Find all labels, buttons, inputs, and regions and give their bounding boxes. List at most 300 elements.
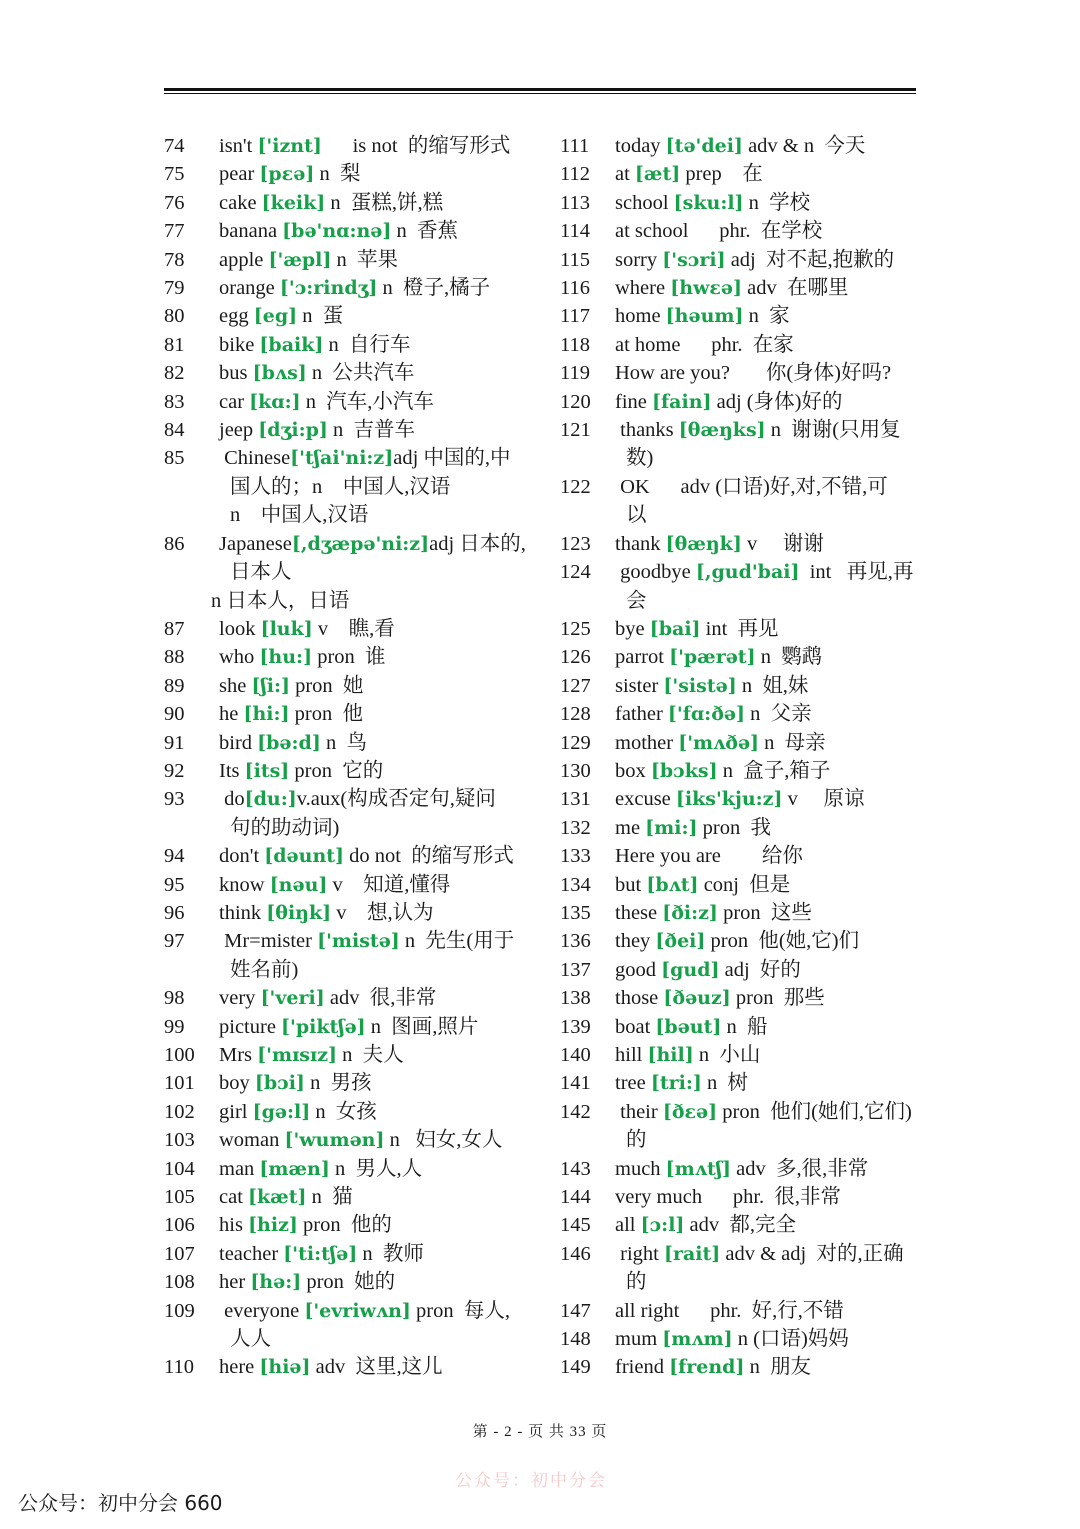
entry-definition: n 父亲: [744, 703, 812, 726]
entry-text: [219, 984, 524, 1012]
entry-phonetic: ['mɪsɪz]: [257, 1044, 337, 1066]
entry-phonetic: [frend]: [669, 1356, 745, 1379]
entry-number: 144: [560, 1186, 591, 1209]
entry-number: 116: [560, 277, 590, 300]
entry-continuation: 日本人: [230, 561, 292, 584]
entry-word: she: [219, 674, 252, 697]
entry-phonetic: [pɛə]: [259, 163, 315, 186]
vocab-entry: [560, 1325, 920, 1353]
vocab-entry: [560, 700, 920, 728]
watermark: 公众号：初中分会: [455, 1471, 607, 1491]
entry-phonetic: [ði:z]: [662, 901, 718, 924]
entry-phonetic: [dʒi:p]: [258, 419, 328, 442]
entry-word: much: [615, 1157, 666, 1180]
vocab-entry: [164, 729, 524, 757]
entry-text: [615, 1211, 920, 1239]
entry-definition: n 蛋糕,饼,糕: [325, 191, 444, 214]
entry-definition: int 再见: [700, 617, 779, 640]
source-label: 公众号：初中分会 660: [18, 1491, 223, 1515]
entry-word: thanks: [615, 419, 679, 442]
entry-number: 110: [164, 1356, 194, 1379]
entry-number: 118: [560, 333, 590, 356]
entry-word: goodbye: [615, 561, 696, 584]
entry-number: 124: [560, 561, 591, 584]
entry-text: [615, 1297, 920, 1325]
entry-text: [219, 246, 524, 274]
entry-word: friend: [615, 1356, 670, 1379]
entry-definition: pron 她: [289, 674, 364, 697]
entry-definition: adj (身体)好的: [711, 390, 843, 413]
entry-number: 107: [164, 1242, 195, 1265]
vocab-entry: [164, 1240, 524, 1268]
entry-text: [219, 871, 524, 899]
entry-phonetic: [keik]: [261, 191, 326, 214]
entry-number: 103: [164, 1129, 195, 1152]
entry-number: 109: [164, 1299, 195, 1322]
entry-word: at: [615, 163, 635, 186]
entry-text: [219, 359, 524, 387]
entry-definition: n 先生(用于: [399, 930, 515, 953]
entry-text: [219, 331, 524, 359]
entry-phonetic: ['mʌðə]: [678, 731, 760, 754]
entry-word: they: [615, 930, 656, 953]
entry-number: 115: [560, 248, 590, 271]
entry-phonetic: ['ɔ:rindʒ]: [279, 277, 378, 300]
entry-phonetic: [bɔks]: [650, 759, 718, 782]
entry-text: [219, 302, 524, 330]
vocab-entry: [164, 899, 524, 927]
entry-word: sister: [615, 674, 664, 697]
entry-text: [615, 785, 920, 813]
entry-continuation: 以: [626, 504, 647, 527]
entry-number: 113: [560, 191, 590, 214]
entry-definition: n 梨: [314, 163, 361, 186]
entry-word: where: [615, 277, 671, 300]
entry-word: hill: [615, 1044, 648, 1066]
entry-word: he: [219, 703, 244, 726]
entry-word: all: [615, 1214, 641, 1237]
entry-definition: pron 我: [697, 816, 771, 839]
entry-word: right: [615, 1242, 664, 1265]
entry-text: [615, 359, 920, 387]
entry-number: 126: [560, 646, 591, 669]
entry-text: [615, 672, 920, 700]
vocab-entry: [560, 1069, 920, 1097]
entry-text: [219, 1183, 524, 1211]
entry-number: 108: [164, 1271, 195, 1294]
entry-word: bye: [615, 617, 650, 640]
entry-number: 92: [164, 759, 185, 782]
entry-number: 79: [164, 277, 185, 300]
entry-text: [219, 1268, 524, 1296]
entry-number: 88: [164, 646, 185, 669]
entry-phonetic: ['fɑ:ðə]: [667, 703, 745, 726]
entry-text: [219, 1069, 524, 1097]
entry-phonetic: [bai]: [649, 617, 701, 640]
entry-definition: adj 日本的,: [429, 532, 526, 555]
entry-text: [219, 643, 524, 671]
entry-text: [219, 132, 524, 160]
entry-text: [219, 899, 524, 927]
vocab-column-left: [164, 132, 524, 1382]
entry-phonetic: [æt]: [634, 163, 681, 186]
entry-number: 119: [560, 362, 590, 385]
entry-number: 140: [560, 1044, 591, 1066]
entry-number: 95: [164, 873, 185, 896]
entry-word: but: [615, 873, 647, 896]
entry-word: do: [219, 788, 245, 811]
entry-number: 81: [164, 333, 185, 356]
entry-word: isn't: [219, 135, 258, 157]
entry-phonetic: [sku:l]: [673, 191, 744, 214]
entry-definition: adj 中国的,中: [393, 447, 511, 470]
entry-text: [219, 388, 524, 416]
entry-text: [615, 1098, 920, 1126]
entry-word: boy: [219, 1072, 255, 1095]
entry-text: [219, 1211, 524, 1239]
entry-definition: n 香蕉: [391, 220, 458, 243]
entry-definition: pron 这些: [717, 901, 812, 924]
entry-phonetic: [θæŋk]: [665, 532, 742, 555]
entry-text: [219, 444, 524, 472]
entry-definition: pron 她的: [301, 1271, 396, 1294]
entry-text: [615, 302, 920, 330]
entry-word: here: [219, 1356, 260, 1379]
entry-definition: pron 谁: [312, 646, 386, 669]
entry-number: 141: [560, 1072, 591, 1095]
entry-definition: phr. 在家: [680, 333, 794, 356]
entry-text: [615, 984, 920, 1012]
entry-phonetic: [θiŋk]: [266, 901, 332, 924]
entry-continuation: 会: [626, 589, 647, 612]
entry-word: his: [219, 1214, 249, 1237]
vocab-entry: [560, 899, 920, 927]
vocab-entry: [164, 785, 524, 842]
entry-number: 80: [164, 305, 185, 328]
entry-continuation: 句的助动词): [230, 816, 340, 839]
vocab-entry: [164, 359, 524, 387]
vocab-entry: [164, 1041, 524, 1069]
entry-text: [219, 160, 524, 188]
vocab-entry: [560, 672, 920, 700]
entry-text: [219, 1098, 524, 1126]
vocab-entry: [164, 1013, 524, 1041]
entry-number: 78: [164, 248, 185, 271]
entry-number: 121: [560, 419, 591, 442]
entry-phonetic: [tə'dei]: [665, 135, 743, 157]
entry-phonetic: [mʌm]: [662, 1328, 733, 1351]
entry-word: Japanese: [219, 532, 292, 555]
entry-word: Mrs: [219, 1044, 258, 1066]
vocab-entry: [164, 700, 524, 728]
entry-definition: n 船: [721, 1015, 768, 1038]
entry-text: [219, 1041, 524, 1069]
entry-word: me: [615, 816, 646, 839]
entry-number: 87: [164, 617, 185, 640]
entry-word: OK: [615, 475, 650, 498]
entry-text: [615, 814, 920, 842]
vocab-entry: [164, 331, 524, 359]
entry-phonetic: ['veri]: [260, 987, 325, 1010]
entry-word: fine: [615, 390, 652, 413]
entry-definition: adv (口语)好,对,不错,可: [649, 475, 888, 498]
entry-number: 94: [164, 845, 185, 868]
entry-number: 148: [560, 1328, 591, 1351]
entry-word: don't: [219, 845, 265, 868]
entry-number: 149: [560, 1356, 591, 1379]
entry-definition: n 蛋: [297, 305, 344, 328]
entry-phonetic: [hə:]: [250, 1271, 302, 1294]
vocab-entry: [560, 729, 920, 757]
entry-definition: adv 很,非常: [324, 987, 437, 1010]
entry-word: everyone: [219, 1299, 305, 1322]
entry-phonetic: [gud]: [661, 958, 720, 981]
vocab-entry: [164, 1183, 524, 1211]
entry-text: [615, 1155, 920, 1183]
vocab-entry: [164, 1069, 524, 1097]
entry-word: woman: [219, 1129, 285, 1152]
entry-phonetic: [ɔ:l]: [640, 1214, 685, 1237]
vocab-entry: [164, 217, 524, 245]
entry-phonetic: ['evriwʌn]: [304, 1299, 411, 1322]
vocab-entry: [164, 672, 524, 700]
vocab-entry: [164, 444, 524, 529]
entry-text: [219, 1013, 524, 1041]
vocab-entry: [164, 388, 524, 416]
entry-definition: v 瞧,看: [312, 617, 395, 640]
entry-text: [219, 700, 524, 728]
vocab-entry-extra: [164, 587, 524, 615]
entry-phonetic: [hwɛə]: [670, 277, 743, 300]
entry-text: [219, 842, 524, 870]
entry-definition: adv 这里,这儿: [310, 1356, 443, 1379]
entry-word: teacher: [219, 1242, 284, 1265]
vocab-entry: [560, 757, 920, 785]
entry-definition: n 吉普车: [327, 419, 415, 442]
entry-phonetic: ['piktʃə]: [281, 1015, 366, 1038]
vocab-entry: [164, 274, 524, 302]
entry-number: 105: [164, 1186, 195, 1209]
vocab-entry: [560, 615, 920, 643]
vocab-entry: [560, 1013, 920, 1041]
entry-word: these: [615, 901, 663, 924]
entry-phonetic: ['sɔri]: [662, 248, 726, 271]
entry-definition: n 鹦鹉: [755, 646, 823, 669]
entry-number: 74: [164, 135, 185, 157]
vocab-entry: [560, 1041, 920, 1069]
vocab-entry: [560, 302, 920, 330]
entry-text: [219, 785, 524, 813]
vocab-entry: [164, 160, 524, 188]
entry-text: [615, 1353, 920, 1381]
entry-phonetic: [hu:]: [259, 646, 313, 669]
entry-continuation: 的: [626, 1271, 647, 1294]
entry-text: [615, 1069, 920, 1097]
entry-word: bird: [219, 731, 258, 754]
entry-word: sorry: [615, 248, 663, 271]
entry-definition: pron 那些: [730, 987, 825, 1010]
vocab-entry: [560, 1297, 920, 1325]
entry-word: home: [615, 305, 666, 328]
entry-word: excuse: [615, 788, 676, 811]
entry-word: How are you?: [615, 362, 730, 385]
entry-phonetic: [bʌt]: [646, 873, 699, 896]
entry-phonetic: ['æpl]: [268, 248, 332, 271]
entry-word: at school: [615, 220, 689, 243]
entry-definition: pron 他(她,它)们: [705, 930, 860, 953]
vocab-entry: [560, 388, 920, 416]
entry-number: 122: [560, 475, 591, 498]
entry-number: 128: [560, 703, 591, 726]
entry-definition: n 树: [701, 1072, 748, 1095]
vocab-entry: [560, 160, 920, 188]
entry-text: [615, 842, 920, 870]
vocab-entry: [560, 274, 920, 302]
vocab-entry: [164, 1126, 524, 1154]
vocab-entry: [164, 302, 524, 330]
entry-text: [219, 1240, 524, 1268]
entry-number: 99: [164, 1015, 185, 1038]
entry-text: [615, 473, 920, 501]
entry-text: [615, 189, 920, 217]
entry-word: Mr=mister: [219, 930, 318, 953]
entry-number: 76: [164, 191, 185, 214]
entry-text: [219, 757, 524, 785]
entry-text: [615, 700, 920, 728]
entry-word: her: [219, 1271, 251, 1294]
entry-number: 100: [164, 1044, 195, 1066]
entry-definition: int 再见,再: [799, 561, 914, 584]
entry-phonetic: [ðəuz]: [663, 987, 731, 1010]
entry-text: [615, 274, 920, 302]
entry-phonetic: [ðɛə]: [662, 1100, 718, 1123]
vocab-entry: [164, 189, 524, 217]
entry-text: [219, 1297, 524, 1325]
entry-continuation: 人人: [230, 1328, 271, 1351]
entry-number: 111: [560, 135, 590, 157]
entry-word: very much: [615, 1186, 703, 1209]
entry-word: bus: [219, 362, 253, 385]
entry-text: [615, 416, 920, 444]
entry-phonetic: [hiə]: [259, 1356, 311, 1379]
entry-word: picture: [219, 1015, 282, 1038]
entry-definition: v 想,认为: [331, 901, 434, 924]
vocab-entry: [560, 1098, 920, 1155]
entry-number: 117: [560, 305, 590, 328]
entry-phonetic: [tri:]: [650, 1072, 702, 1095]
entry-phonetic: [luk]: [260, 617, 313, 640]
entry-word: today: [615, 135, 666, 157]
entry-definition: pron 他们(她们,它们): [717, 1100, 912, 1123]
vocab-entry: [560, 956, 920, 984]
entry-definition: adj 好的: [719, 958, 801, 981]
entry-definition: n 小山: [693, 1044, 761, 1066]
entry-number: 102: [164, 1100, 195, 1123]
entry-text: [615, 1013, 920, 1041]
entry-word: mum: [615, 1328, 663, 1351]
entry-definition: n (口语)妈妈: [732, 1328, 849, 1351]
entry-number: 134: [560, 873, 591, 896]
entry-definition: n 夫人: [337, 1044, 404, 1066]
entry-phonetic: [bɔi]: [254, 1072, 305, 1095]
entry-definition: v 原谅: [782, 788, 865, 811]
entry-extra-line: n 日本人，日语: [211, 589, 350, 612]
entry-word: box: [615, 759, 651, 782]
vocab-entry: [164, 984, 524, 1012]
entry-number: 89: [164, 674, 185, 697]
entry-text: [615, 331, 920, 359]
entry-definition: phr. 很,非常: [702, 1186, 842, 1209]
entry-definition: pron 他的: [297, 1214, 392, 1237]
entry-number: 142: [560, 1100, 591, 1123]
entry-word: cat: [219, 1186, 249, 1209]
entry-number: 97: [164, 930, 185, 953]
entry-phonetic: ['pærət]: [669, 646, 756, 669]
entry-text: [219, 927, 524, 955]
page-footer: 第 - 2 - 页 共 33 页: [472, 1424, 608, 1440]
entry-phonetic: [kæt]: [248, 1186, 307, 1209]
entry-definition: n 家: [743, 305, 790, 328]
entry-word: school: [615, 191, 674, 214]
entry-text: [615, 388, 920, 416]
entry-text: [615, 1041, 920, 1069]
entry-number: 132: [560, 816, 591, 839]
entry-word: bike: [219, 333, 260, 356]
entry-definition: n 盒子,箱子: [717, 759, 831, 782]
entry-word: orange: [219, 277, 280, 300]
entry-number: 96: [164, 901, 185, 924]
entry-word: those: [615, 987, 664, 1010]
vocab-entry: [560, 132, 920, 160]
entry-definition: v 知道,懂得: [327, 873, 451, 896]
entry-phonetic: ['tʃai'ni:z]: [290, 447, 394, 470]
entry-number: 145: [560, 1214, 591, 1237]
entry-definition: n 自行车: [323, 333, 411, 356]
entry-text: [615, 1325, 920, 1353]
entry-definition: n 苹果: [331, 248, 398, 271]
entry-word: thank: [615, 532, 666, 555]
entry-phonetic: [mæn]: [259, 1157, 330, 1180]
entry-definition: n 谢谢(只用复: [765, 419, 901, 442]
entry-text: [219, 217, 524, 245]
entry-phonetic: ['ti:tʃə]: [283, 1242, 358, 1265]
entry-word: mother: [615, 731, 679, 754]
entry-text: [615, 1240, 920, 1268]
entry-phonetic: [baik]: [259, 333, 324, 356]
vocab-entry: [560, 530, 920, 558]
entry-text: [615, 956, 920, 984]
entry-text: [615, 160, 920, 188]
entry-phonetic: [iks'kju:z]: [675, 788, 783, 811]
entry-definition: n 猫: [306, 1186, 353, 1209]
vocab-entry: [560, 785, 920, 813]
entry-phonetic: [eg]: [253, 305, 298, 328]
entry-definition: 你(身体)好吗?: [729, 362, 892, 385]
vocab-entry: [560, 558, 920, 615]
entry-text: [615, 899, 920, 927]
entry-phonetic: ['mistə]: [317, 930, 400, 953]
entry-number: 131: [560, 788, 591, 811]
entry-definition: v.aux(构成否定句,疑问: [296, 788, 496, 811]
entry-phonetic: [du:]: [244, 788, 297, 811]
entry-definition: pron 每人,: [410, 1299, 510, 1322]
vocab-entry: [164, 871, 524, 899]
entry-word: man: [219, 1157, 260, 1180]
entry-number: 93: [164, 788, 185, 811]
entry-phonetic: [rait]: [663, 1242, 721, 1265]
vocab-entry: [164, 1211, 524, 1239]
entry-number: 137: [560, 958, 591, 981]
